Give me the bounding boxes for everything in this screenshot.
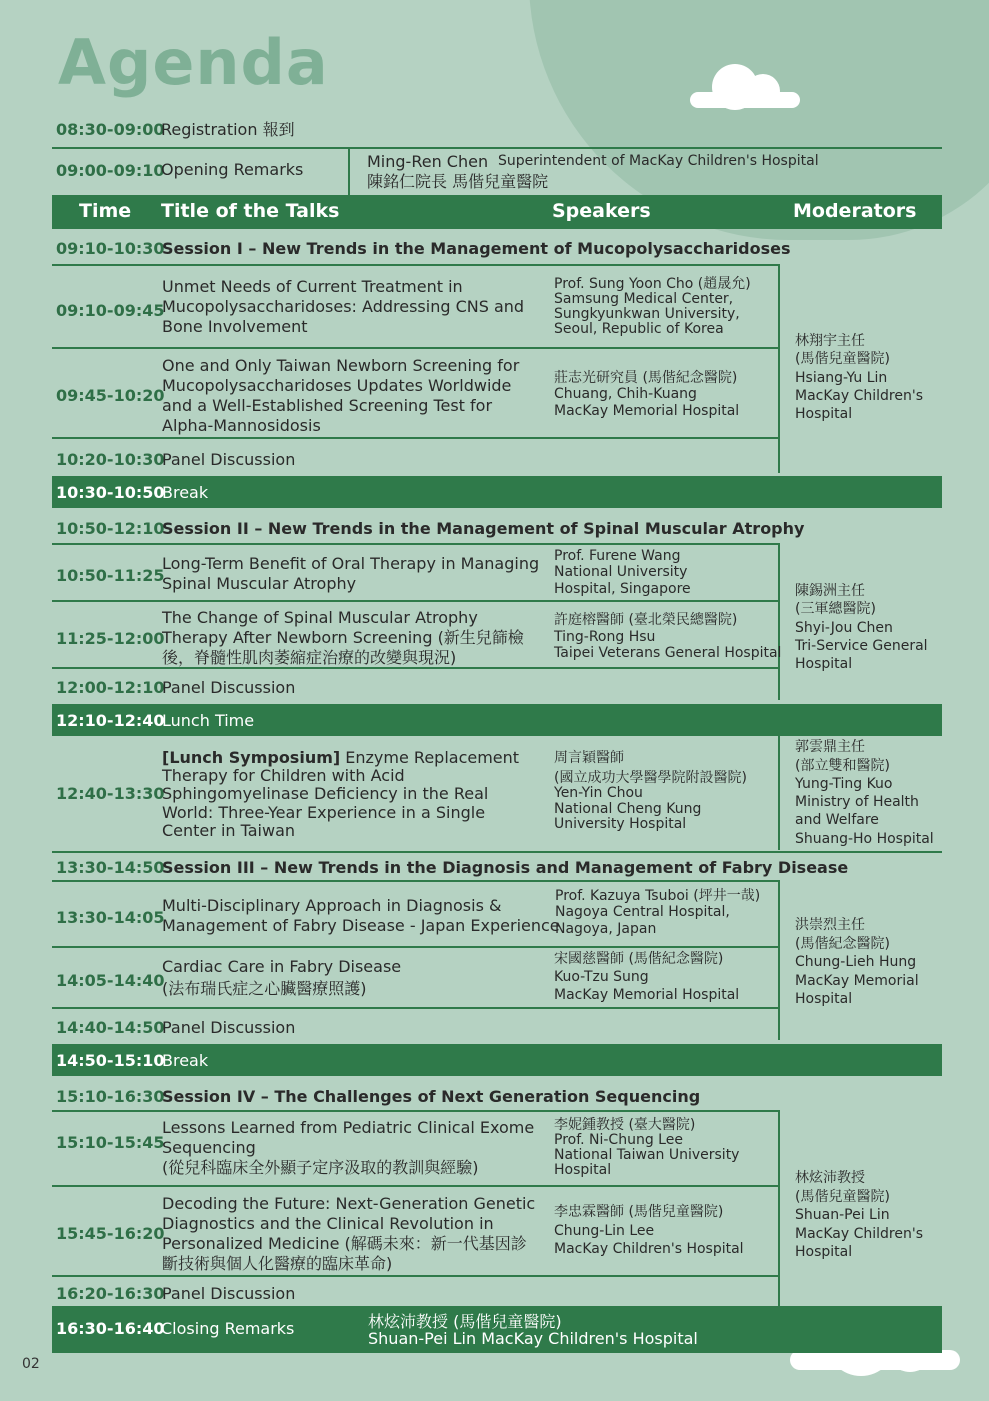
talk-title-line: Multi-Disciplinary Approach in Diagnosis & [162,896,502,915]
divider [52,147,942,149]
talk-time: 11:25-12:00 [56,629,165,648]
speaker-line: National Taiwan University [554,1147,740,1163]
panel-label: Panel Discussion [162,1284,296,1303]
talk-title-line: Sphingomyelinase Deficiency in the Real [162,784,489,803]
page-title: Agenda [58,26,329,99]
closing-speaker-en: Shuan-Pei Lin MacKay Children's Hospital [368,1329,698,1348]
divider [52,946,779,948]
opening-speaker-title: Superintendent of MacKay Children's Hospital [498,153,819,169]
session-title: Session IV – The Challenges of Next Generation Sequencing [162,1087,701,1106]
closing-label: Closing Remarks [161,1319,295,1338]
session-title: Session I – New Trends in the Management of Mucopolysaccharidoses [162,239,791,258]
divider [52,1275,779,1277]
speaker-line: Sungkyunkwan University, [554,306,740,322]
session-time: 13:30-14:50 [56,858,165,877]
column-header [52,195,942,229]
speaker-line: Yen-Yin Chou [554,785,643,801]
break-label: Break [162,483,209,502]
talk-time: 12:40-13:30 [56,784,165,803]
talk-time: 13:30-14:05 [56,908,165,927]
speaker-line: National Cheng Kung [554,801,702,817]
divider [348,147,350,195]
divider [52,1007,779,1009]
talk-title-line: Diagnostics and the Clinical Revolution in [162,1214,494,1233]
divider [52,437,779,439]
moderator-line: Yung-Ting Kuo [795,776,893,792]
talk-title-line: Sequencing [162,1138,256,1157]
speaker-line: University Hospital [554,816,687,832]
panel-label: Panel Discussion [162,450,296,469]
moderator-line: Tri-Service General [795,638,928,654]
speaker-line: (國立成功大學醫學院附設醫院) [554,770,747,786]
talk-title-line: Long-Term Benefit of Oral Therapy in Managing [162,554,540,573]
moderator-line: 洪崇烈主任 [795,917,865,933]
symposium-title: Enzyme Replacement [345,748,520,767]
speaker-line: Taipei Veterans General Hospital [554,645,782,661]
speaker-line: MacKay Children's Hospital [554,1241,744,1257]
talk-title-line: Cardiac Care in Fabry Disease [162,957,402,976]
opening-speaker-name: Ming-Ren Chen [367,152,489,171]
break-row [52,1044,942,1076]
talk-title-line: 後，脊髓性肌肉萎縮症治療的改變與現況) [162,648,457,667]
talk-title-line: Decoding the Future: Next-Generation Genetic [162,1194,536,1213]
talk-title-line: Bone Involvement [162,317,308,336]
talk-title-line: One and Only Taiwan Newborn Screening for [162,356,520,375]
registration-time: 08:30-09:00 [56,120,165,139]
moderator-line: Shyi-Jou Chen [795,620,893,636]
talk-title-line: Spinal Muscular Atrophy [162,574,357,593]
divider [52,880,779,882]
divider [52,600,779,602]
break-time: 14:50-15:10 [56,1051,165,1070]
divider [52,543,779,545]
closing-time: 16:30-16:40 [56,1319,165,1338]
moderator-line: 林炫沛教授 [795,1170,865,1186]
divider [778,736,780,850]
speaker-line: Chuang, Chih-Kuang [554,386,697,402]
moderator-line: (三軍總醫院) [795,601,876,617]
moderator-line: Chung-Lieh Hung [795,954,917,970]
lunch-label: Lunch Time [162,711,255,730]
moderator-line: MacKay Children's [795,388,923,404]
speaker-line: Hospital [554,1162,612,1178]
moderator-line: 林翔宇主任 [795,333,865,349]
speaker-line: Chung-Lin Lee [554,1223,655,1239]
speaker-line: Prof. Kazuya Tsuboi (坪井一哉) [555,888,761,904]
speaker-line: 宋國慈醫師 (馬偕紀念醫院) [554,951,724,967]
column-time: Time [79,200,132,222]
column-moderators: Moderators [793,200,917,222]
moderator-line: MacKay Memorial [795,973,919,989]
moderator-line: (部立雙和醫院) [795,758,890,774]
divider [52,347,779,349]
talk-title-line: Mucopolysaccharidoses Updates Worldwide [162,376,512,395]
speaker-line: Prof. Ni-Chung Lee [554,1132,683,1148]
break-label: Break [162,1051,209,1070]
speaker-line: National University [554,564,688,580]
opening-label: Opening Remarks [161,160,304,179]
speaker-line: Seoul, Republic of Korea [554,321,724,337]
panel-time: 12:00-12:10 [56,678,165,697]
divider [778,880,780,1040]
talk-title-line: 斷技術與個人化醫療的臨床革命) [162,1254,393,1273]
talk-time: 15:10-15:45 [56,1133,165,1152]
column-speakers: Speakers [552,200,651,222]
page-number: 02 [22,1356,40,1372]
speaker-line: 周言穎醫師 [554,750,624,766]
moderator-line: Shuan-Pei Lin [795,1207,890,1223]
moderator-line: Ministry of Health [795,794,919,810]
talk-title-line: World: Three-Year Experience in a Single [162,803,486,822]
speaker-line: 許庭榕醫師 (臺北榮民總醫院) [554,612,738,628]
moderator-line: 郭雲鼎主任 [795,739,865,755]
talk-title-line: Mucopolysaccharidoses: Addressing CNS and [162,297,525,316]
lunch-time: 12:10-12:40 [56,711,165,730]
panel-label: Panel Discussion [162,678,296,697]
session-title: Session III – New Trends in the Diagnosis and Management of Fabry Disease [162,858,849,877]
talk-title-line: Lessons Learned from Pediatric Clinical Exome [162,1118,535,1137]
speaker-line: Prof. Sung Yoon Cho (趙晟允) [554,276,751,292]
moderator-line: (馬偕兒童醫院) [795,351,890,367]
moderator-line: Hospital [795,991,853,1007]
moderator-line: and Welfare [795,812,879,828]
divider [52,851,942,853]
cloud-icon [790,1350,960,1370]
speaker-line: Hospital, Singapore [554,581,691,597]
talk-time: 10:50-11:25 [56,566,165,585]
speaker-line: 莊志光研究員 (馬偕紀念醫院) [554,370,738,386]
moderator-line: MacKay Children's [795,1226,923,1242]
speaker-line: 李忠霖醫師 (馬偕兒童醫院) [554,1204,724,1220]
moderator-line: 陳錫洲主任 [795,583,865,599]
panel-time: 16:20-16:30 [56,1284,165,1303]
session-time: 15:10-16:30 [56,1087,165,1106]
session-title: Session II – New Trends in the Management of Spinal Muscular Atrophy [162,519,805,538]
speaker-line: Nagoya Central Hospital, [555,904,730,920]
moderator-line: (馬偕紀念醫院) [795,936,890,952]
opening-speaker-zh: 陳銘仁院長 馬偕兒童醫院 [367,172,549,191]
symposium-tag: [Lunch Symposium] [162,748,341,767]
talk-title-line: Center in Taiwan [162,821,296,840]
talk-time: 15:45-16:20 [56,1224,165,1243]
talk-title-line [162,748,519,767]
moderator-line: Shuang-Ho Hospital [795,831,934,847]
session-time: 09:10-10:30 [56,239,165,258]
talk-time: 14:05-14:40 [56,971,165,990]
talk-title-line: Management of Fabry Disease - Japan Experience [162,916,560,935]
talk-title-line: Unmet Needs of Current Treatment in [162,277,463,296]
divider [52,1185,779,1187]
divider [52,667,779,669]
divider [778,543,780,700]
column-title: Title of the Talks [161,200,340,222]
session-time: 10:50-12:10 [56,519,165,538]
panel-time: 10:20-10:30 [56,450,165,469]
talk-title-line: Personalized Medicine (解碼未來：新一代基因診 [162,1234,527,1253]
speaker-line: 李妮鍾教授 (臺大醫院) [554,1117,696,1133]
divider [778,264,780,473]
divider [52,264,779,266]
speaker-line: MacKay Memorial Hospital [554,403,740,419]
speaker-line: Samsung Medical Center, [554,291,734,307]
cloud-icon [690,92,800,108]
lunch-row [52,704,942,736]
moderator-line: Hospital [795,656,853,672]
talk-title-line: Therapy for Children with Acid [162,766,405,785]
speaker-line: Ting-Rong Hsu [554,629,656,645]
talk-title-line: Therapy After Newborn Screening (新生兒篩檢 [162,628,524,647]
moderator-line: (馬偕兒童醫院) [795,1189,890,1205]
panel-label: Panel Discussion [162,1018,296,1037]
closing-speaker-zh: 林炫沛教授 (馬偕兒童醫院) [368,1312,562,1331]
panel-time: 14:40-14:50 [56,1018,165,1037]
speaker-line: Nagoya, Japan [555,921,657,937]
break-time: 10:30-10:50 [56,483,165,502]
speaker-line: Kuo-Tzu Sung [554,969,649,985]
moderator-line: Hsiang-Yu Lin [795,370,888,386]
speaker-line: Prof. Furene Wang [554,548,681,564]
talk-time: 09:10-09:45 [56,301,165,320]
opening-time: 09:00-09:10 [56,161,165,180]
break-row [52,476,942,508]
talk-title-line: (法布瑞氏症之心臟醫療照護) [162,979,367,998]
talk-time: 09:45-10:20 [56,386,165,405]
talk-title-line: and a Well-Established Screening Test for [162,396,493,415]
moderator-line: Hospital [795,1244,853,1260]
talk-title-line: Alpha-Mannosidosis [162,416,321,435]
speaker-line: MacKay Memorial Hospital [554,987,740,1003]
registration-label: Registration 報到 [161,120,295,139]
closing-row [52,1306,942,1353]
moderator-line: Hospital [795,406,853,422]
divider [52,1110,779,1112]
talk-title-line: (從兒科臨床全外顯子定序汲取的教訓與經驗) [162,1158,479,1177]
talk-title-line: The Change of Spinal Muscular Atrophy [162,608,478,627]
